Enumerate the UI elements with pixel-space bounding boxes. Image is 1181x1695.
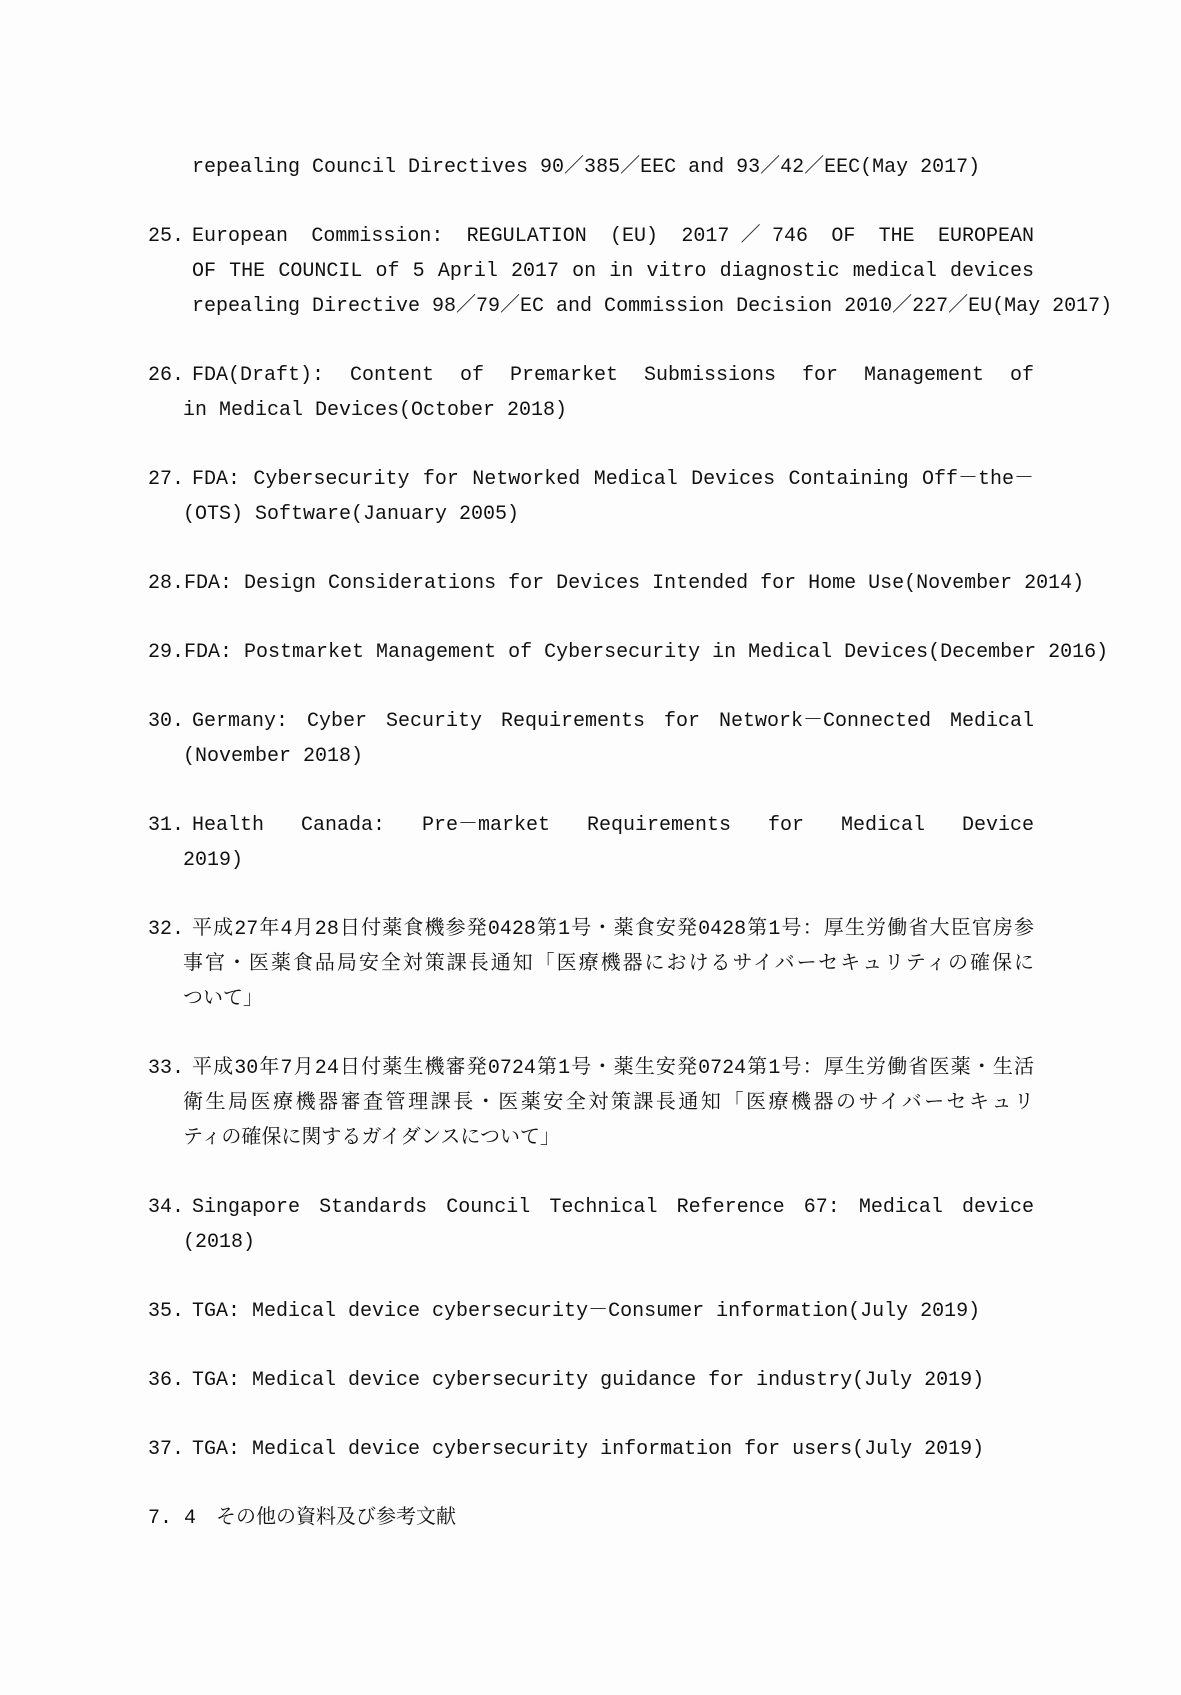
reference-first-line	[148, 635, 1109, 670]
reference-first-line	[148, 704, 1034, 739]
reference-number: 26.	[148, 364, 185, 387]
reference-first-line	[148, 808, 1034, 843]
reference-text: TGA: Medical device cybersecurity information for users(July 2019)	[192, 1438, 985, 1461]
reference-line: 2019)	[183, 849, 244, 872]
reference-text: 平成30年7月24日付薬生機審発0724第1号・薬生安発0724第1号：厚生労働省医薬・生活	[192, 1057, 1034, 1080]
reference-first-line	[148, 462, 1034, 497]
reference-first-line	[148, 912, 1034, 947]
reference-item	[148, 462, 1034, 532]
reference-line: 衛生局医療機器審査管理課長・医薬安全対策課長通知「医療機器のサイバーセキュリ	[183, 1092, 1034, 1115]
reference-first-line	[148, 1190, 1034, 1225]
reference-text: Germany: Cyber Security Requirements for Network－Connected Medical	[192, 710, 1034, 733]
reference-item	[148, 219, 1113, 324]
reference-text: TGA: Medical device cybersecurity guidance for industry(July 2019)	[192, 1369, 985, 1392]
reference-text: 平成27年4月28日付薬食機参発0428第1号・薬食安発0428第1号：厚生労働省大臣官房参	[192, 918, 1034, 941]
reference-text: Singapore Standards Council Technical Reference 67: Medical device	[192, 1196, 1034, 1219]
reference-first-line	[148, 1294, 1034, 1329]
reference-text: Health Canada: Pre－market Requirements for Medical Device	[192, 814, 1034, 837]
reference-number: 28.	[148, 572, 185, 595]
reference-number: 37.	[148, 1438, 185, 1461]
reference-item	[148, 635, 1109, 670]
reference-item	[148, 566, 1085, 601]
reference-text: European Commission: REGULATION (EU) 2017／746 OF THE EUROPEAN	[192, 225, 1034, 248]
reference-line: repealing Council Directives 90／385／EEC and 93／42／EEC(May 2017)	[192, 156, 981, 179]
reference-item	[148, 1363, 1034, 1398]
reference-line: (OTS) Software(January 2005)	[183, 503, 520, 526]
reference-text: FDA(Draft): Content of Premarket Submissions for Management of	[192, 364, 1034, 387]
reference-number: 27.	[148, 468, 185, 491]
reference-text: FDA: Design Considerations for Devices Intended for Home Use(November 2014)	[184, 572, 1085, 595]
reference-first-line	[148, 219, 1034, 254]
reference-number: 34.	[148, 1196, 185, 1219]
reference-continuation	[148, 150, 1034, 185]
reference-item	[148, 1294, 1034, 1329]
reference-first-line	[148, 566, 1085, 601]
section-heading: 7. 4 その他の資料及び参考文献	[148, 1507, 457, 1530]
reference-line: (2018)	[183, 1231, 256, 1254]
reference-first-line	[148, 1432, 1034, 1467]
reference-line: OF THE COUNCIL of 5 April 2017 on in vitro diagnostic medical devices	[192, 260, 1034, 283]
reference-text: TGA: Medical device cybersecurity－Consumer information(July 2019)	[192, 1300, 981, 1323]
reference-text: FDA: Postmarket Management of Cybersecurity in Medical Devices(December 2016)	[184, 641, 1109, 664]
document-page	[148, 150, 1113, 1536]
reference-first-line	[148, 1051, 1034, 1086]
reference-line: ついて」	[183, 988, 263, 1011]
reference-line: (November 2018)	[183, 745, 364, 768]
reference-number: 35.	[148, 1300, 185, 1323]
reference-number: 31.	[148, 814, 185, 837]
reference-line: 事官・医薬食品局安全対策課長通知「医療機器におけるサイバーセキュリティの確保に	[183, 953, 1034, 976]
reference-first-line	[148, 1363, 1034, 1398]
reference-item	[148, 1432, 1034, 1467]
reference-line: in Medical Devices(October 2018)	[183, 399, 568, 422]
reference-number: 25.	[148, 225, 185, 248]
reference-line: ティの確保に関するガイダンスについて」	[183, 1127, 560, 1150]
reference-line: repealing Directive 98／79／EC and Commission Decision 2010／227／EU(May 2017)	[192, 295, 1113, 318]
reference-item	[148, 808, 1034, 878]
reference-number: 33.	[148, 1057, 185, 1080]
reference-item	[148, 358, 1034, 428]
reference-text: FDA: Cybersecurity for Networked Medical Devices Containing Off－the－	[192, 468, 1034, 491]
reference-number: 36.	[148, 1369, 185, 1392]
reference-item	[148, 1190, 1034, 1260]
reference-number: 30.	[148, 710, 185, 733]
reference-item	[148, 704, 1034, 774]
reference-number: 29.	[148, 641, 185, 664]
reference-number: 32.	[148, 918, 185, 941]
reference-item	[148, 1051, 1034, 1156]
reference-first-line	[148, 358, 1034, 393]
reference-item	[148, 912, 1034, 1017]
